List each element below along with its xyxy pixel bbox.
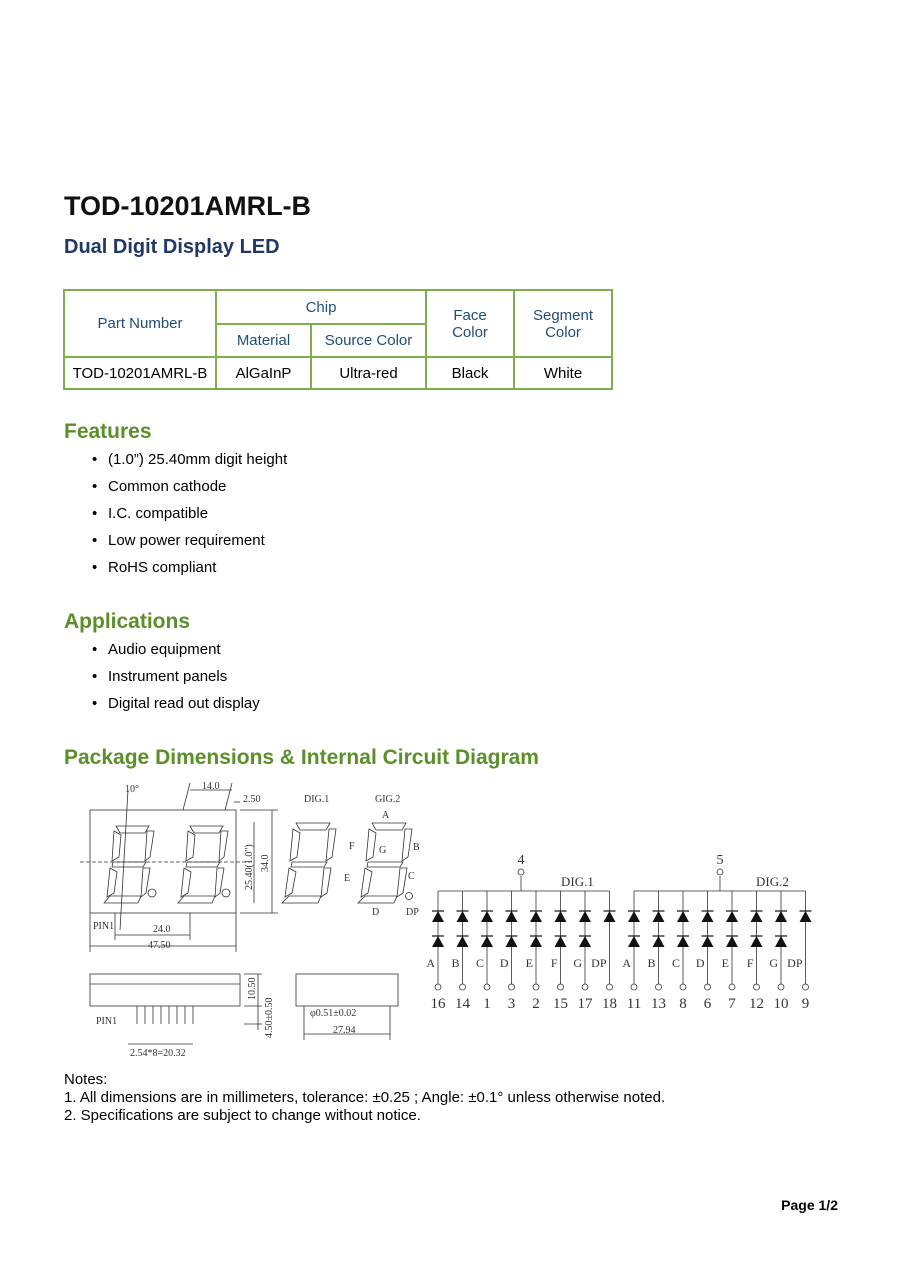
pin-terminal <box>803 984 809 990</box>
label-dig1: DIG.1 <box>304 794 330 805</box>
pin-terminal <box>607 984 613 990</box>
pin-number: 15 <box>553 996 568 1012</box>
cell-source: Ultra-red <box>311 357 426 389</box>
header-material: Material <box>216 324 311 357</box>
diode-icon <box>457 936 469 947</box>
note-item: 1. All dimensions are in millimeters, tolerance: ±0.25 ; Angle: ±0.1° unless otherwise noted. <box>64 1089 666 1106</box>
notes-heading: Notes: <box>64 1071 108 1088</box>
list-item: • Common cathode <box>92 478 227 495</box>
diode-icon <box>579 911 591 922</box>
dim-450: 4.50±0.50 <box>264 997 275 1038</box>
pin-number: 18 <box>602 996 617 1012</box>
dim-34: 34.0 <box>260 854 271 872</box>
header-source-color: Source Color <box>311 324 426 357</box>
diode-icon <box>800 911 812 922</box>
pin-number: 12 <box>749 996 764 1012</box>
segment-name: D <box>695 956 705 970</box>
dim-2540: 25.40(1.0") <box>244 844 255 890</box>
document-title: TOD-10201AMRL-B <box>64 191 312 221</box>
segment-name: E <box>525 956 533 970</box>
dim-14: 14.0 <box>202 781 220 792</box>
segment-name: DP <box>591 956 607 970</box>
pin-terminal <box>435 984 441 990</box>
pin-number: 17 <box>577 996 593 1012</box>
pin-number: 8 <box>679 996 687 1012</box>
diode-icon <box>653 911 665 922</box>
seg-label-dp: DP <box>406 907 419 918</box>
diode-icon <box>432 911 444 922</box>
diode-icon <box>579 936 591 947</box>
dim-pitch: 2.54*8=20.32 <box>130 1048 186 1059</box>
diode-icon <box>506 936 518 947</box>
header-chip: Chip <box>216 290 426 324</box>
dim-1050: 10.50 <box>247 977 258 1000</box>
segment-name: F <box>550 956 558 970</box>
seg-label-b: B <box>413 842 420 853</box>
segment-name: B <box>647 956 656 970</box>
pin-number: 3 <box>507 996 516 1012</box>
pin-number: 2 <box>532 996 540 1012</box>
diode-icon <box>530 936 542 947</box>
page-number: Page 1/2 <box>781 1197 838 1213</box>
pin-number: 1 <box>483 996 491 1012</box>
pin-terminal <box>729 984 735 990</box>
common-pin-number: 4 <box>517 853 525 868</box>
segment-name: A <box>622 956 631 970</box>
diode-icon <box>628 911 640 922</box>
end-view-outline <box>296 974 398 1006</box>
header-face-color: Face Color <box>426 290 514 357</box>
pin-terminal <box>680 984 686 990</box>
pin-terminal <box>460 984 466 990</box>
note-item: 2. Specifications are subject to change without notice. <box>64 1107 421 1124</box>
pin-terminal <box>778 984 784 990</box>
pin-terminal <box>582 984 588 990</box>
notes <box>64 1071 665 1125</box>
diode-icon <box>653 936 665 947</box>
dim-2794: 27.94 <box>333 1025 356 1036</box>
seg-label-g: G <box>379 845 387 856</box>
diode-icon <box>604 911 616 922</box>
pin-number: 16 <box>430 996 446 1012</box>
diode-icon <box>677 911 689 922</box>
segment-name: C <box>671 956 680 970</box>
common-terminal <box>717 869 723 875</box>
pin-number: 13 <box>651 996 666 1012</box>
segment-name: G <box>769 956 778 970</box>
spec-table <box>63 289 613 390</box>
dim-250: 2.50 <box>243 794 261 805</box>
seg-label-e: E <box>344 873 351 884</box>
segment-name: G <box>573 956 582 970</box>
common-terminal <box>518 869 524 875</box>
list-item: • Digital read out display <box>92 695 260 712</box>
pin-number: 10 <box>773 996 789 1012</box>
segment-name: C <box>475 956 484 970</box>
diode-icon <box>775 911 787 922</box>
diode-icon <box>530 911 542 922</box>
seg-label-f: F <box>349 841 355 852</box>
segment-name: B <box>451 956 460 970</box>
seg-label-d: D <box>372 907 380 918</box>
cell-part: TOD-10201AMRL-B <box>64 357 216 389</box>
diode-icon <box>677 936 689 947</box>
applications-list <box>64 641 260 722</box>
dim-4750: 47.50 <box>148 940 171 951</box>
diode-icon <box>628 936 640 947</box>
cell-face: Black <box>426 357 514 389</box>
side-view-outline <box>90 974 240 1006</box>
list-item: • (1.0”) 25.40mm digit height <box>92 451 288 468</box>
segment-name: E <box>721 956 729 970</box>
diode-icon <box>555 936 567 947</box>
dim-pin1-side: PIN1 <box>96 1016 118 1027</box>
diode-icon <box>726 936 738 947</box>
diode-icon <box>457 911 469 922</box>
table-row <box>64 357 612 389</box>
pin-terminal <box>533 984 539 990</box>
diode-icon <box>751 936 763 947</box>
list-item: • I.C. compatible <box>92 505 209 522</box>
pin-terminal <box>484 984 490 990</box>
segment-name: A <box>426 956 435 970</box>
dim-pin1: PIN1 <box>93 921 115 932</box>
pin-number: 6 <box>703 996 712 1012</box>
segment-name: F <box>746 956 754 970</box>
dim-angle: 10° <box>125 784 139 795</box>
cell-segment: White <box>514 357 612 389</box>
pin-number: 14 <box>455 996 470 1012</box>
pin-terminal <box>509 984 515 990</box>
diode-icon <box>506 911 518 922</box>
diode-icon <box>481 911 493 922</box>
pin-number: 11 <box>626 996 642 1012</box>
internal-circuit-diagram <box>420 840 820 1020</box>
seg-label-c: C <box>408 871 415 882</box>
applications-heading: Applications <box>64 610 191 633</box>
list-item: • Audio equipment <box>92 641 221 658</box>
header-segment-color: Segment Color <box>514 290 612 357</box>
pin-number: 7 <box>728 996 736 1012</box>
diode-icon <box>702 911 714 922</box>
package-dimension-drawing <box>80 776 430 1066</box>
pin-terminal <box>656 984 662 990</box>
diode-icon <box>751 911 763 922</box>
header-part-number: Part Number <box>64 290 216 357</box>
dim-24: 24.0 <box>153 924 171 935</box>
list-item: • Instrument panels <box>92 668 228 685</box>
diode-icon <box>481 936 493 947</box>
list-item: • Low power requirement <box>92 532 265 549</box>
list-item: • RoHS compliant <box>92 559 217 576</box>
document-subtitle: Dual Digit Display LED <box>64 236 280 258</box>
label-dig2: GIG.2 <box>375 794 401 805</box>
segment-name: DP <box>787 956 803 970</box>
pin-terminal <box>754 984 760 990</box>
diode-icon <box>775 936 787 947</box>
diode-icon <box>432 936 444 947</box>
features-heading: Features <box>64 420 152 443</box>
diode-icon <box>726 911 738 922</box>
diode-icon <box>555 911 567 922</box>
dim-pin-dia: φ0.51±0.02 <box>310 1008 357 1019</box>
cell-material: AlGaInP <box>216 357 311 389</box>
features-list <box>64 451 287 586</box>
diode-icon <box>702 936 714 947</box>
package-heading: Package Dimensions & Internal Circuit Diagram <box>64 746 539 769</box>
pin-terminal <box>558 984 564 990</box>
segment-name: D <box>499 956 509 970</box>
digit-label: DIG.1 <box>561 874 594 889</box>
common-pin-number: 5 <box>716 853 724 868</box>
pin-number: 9 <box>801 996 810 1012</box>
digit-label: DIG.2 <box>756 874 789 889</box>
seg-label-a: A <box>382 810 390 821</box>
pin-terminal <box>705 984 711 990</box>
pin-terminal <box>631 984 637 990</box>
